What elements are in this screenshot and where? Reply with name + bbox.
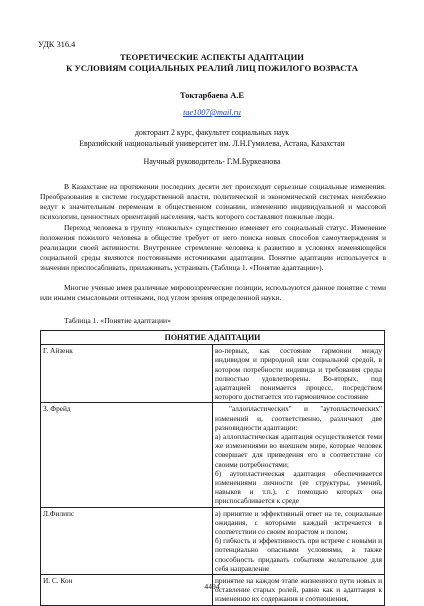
row-author: Л.Филипс xyxy=(41,507,213,574)
title-line-2: К УСЛОВИЯМ СОЦИАЛЬНЫХ РЕАЛИЙ ЛИЦ ПОЖИЛОГО ВОЗРАСТА xyxy=(66,63,358,73)
scientific-advisor: Научный руководитель- Г.М.Буркеанова xyxy=(143,157,281,166)
table-header-row xyxy=(41,331,385,345)
description-line: принятие на каждом этапе жизненного пути новых и оставление старых ролей, равно как и адаптация к изменению их содержания и соотношения, xyxy=(215,576,382,604)
title-line-1: ТЕОРЕТИЧЕСКИЕ АСПЕКТЫ АДАПТАЦИИ xyxy=(120,52,304,62)
table-header: ПОНЯТИЕ АДАПТАЦИИ xyxy=(41,331,385,345)
table-row xyxy=(41,345,385,403)
row-description xyxy=(213,345,385,403)
description-line: б) аутопластическая адаптация обеспечивается изменениями личности (ее структуры, умений, навыков и т.п.), с помощью которых она приспосабливается к среде xyxy=(215,468,382,506)
body-paragraph-1: В Казахстане на протяжении последних десяти лет происходят серьезные социальные изменения. Преобразования в системе государственной власти, политической и экономической системах неизбежно ведут к значительным переменам в общественном сознании, изменению индивидуальной и массовой психологии, ценностных ориентаций населения, часть которого составляют пожилые люди. xyxy=(40,182,386,221)
description-line: а) аллопластическая адаптация осуществляется теми же изменениями во внешнем мире, которые человек совершает для приведения его в соответствие со своими потребностями; xyxy=(215,432,382,469)
description-line: а) принятие и эффективный ответ на те, социальные ожидания, с которыми каждый встречается в соответствии со своим возрастом и полом; xyxy=(215,508,382,537)
description-line: "аллопластических" и "аутопластических" изменений и, соответственно, различают две разновидности адаптации: xyxy=(215,404,382,432)
author-name: Токтарбаева А.Е xyxy=(180,91,244,100)
udk-code: УДК 316.4 xyxy=(38,40,76,49)
body-paragraph-3: Многие ученые имея различные мировоззренческие позиции, используются данное понятие с теми или иными смысловыми оттенками, под углом зрения определенной науки. xyxy=(40,283,386,302)
row-author: З. Фрейд xyxy=(41,403,213,507)
paper-title xyxy=(40,52,384,74)
table-row xyxy=(41,403,385,507)
table-caption: Таблица 1. «Понятие адаптации» xyxy=(64,316,171,325)
row-author: И. С. Кон xyxy=(41,575,213,606)
author-email-link[interactable]: tae1007@mail.ru xyxy=(183,108,241,117)
adaptation-concept-table xyxy=(40,330,385,606)
description-line: во-первых, как состояние гармонии между индивидом и природной или социальной средой, в котором потребности индивида и требования среды полностью удовлетворены. Во-вторых, под адаптацией понимается процесс, посредством которого достигается это гармоничное состояние xyxy=(215,346,382,402)
affiliation-line-1: докторант 2 курс, факультет социальных наук xyxy=(134,128,290,137)
row-description xyxy=(213,507,385,574)
row-author: Г. Айзенк xyxy=(41,345,213,403)
description-line: б) гибкость и эффективность при встрече с новыми и потенциально опасными условиями, а также способность придавать событиям желательное для себя направление xyxy=(215,536,382,573)
page-number: 4494 xyxy=(204,582,220,591)
body-paragraph-2: Переход человека в группу «пожилых» существенно изменяет его социальный статус. Изменение положения пожилого человека в обществе требует от него поиска новых способов самоутверждения и реализации своей активности. Внутреннее стремление человека к развитию в условиях изменяющейся социальной среды являются постоянными источниками адаптации. Понятие адаптации используется в значении приспосабливать, прилаживать, устраивать (Таблица 1. «Понятие адаптации»). xyxy=(40,223,386,272)
table-row xyxy=(41,507,385,574)
affiliation-line-2: Евразийский национальный университет им. Л.Н.Гумилева, Астана, Казахстан xyxy=(79,139,345,148)
row-description xyxy=(213,403,385,507)
